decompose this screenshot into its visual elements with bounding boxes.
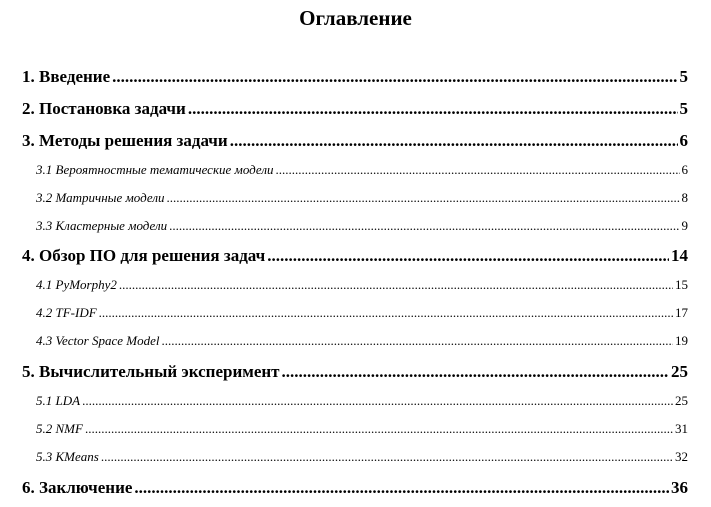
toc-entry-page: 5 — [679, 99, 688, 118]
toc-entry-problem-statement[interactable] — [22, 99, 688, 119]
toc-entry-page: 25 — [675, 393, 688, 408]
dot-leader — [188, 99, 678, 119]
toc-entry-computational-experiment[interactable] — [22, 362, 688, 382]
toc-entry-label: 3. Методы решения задачи — [22, 131, 228, 150]
dot-leader — [85, 421, 673, 437]
dot-leader — [267, 246, 669, 266]
toc-entry-label: 3.1 Вероятностные тематические модели — [36, 162, 274, 177]
toc-entry-matrix-models[interactable] — [36, 190, 688, 206]
toc-entry-page: 9 — [681, 218, 688, 233]
toc-entry-lda[interactable] — [36, 393, 688, 409]
toc-entry-label: 6. Заключение — [22, 478, 133, 497]
toc-entry-label: 5.2 NMF — [36, 421, 83, 436]
toc-entry-kmeans[interactable] — [36, 449, 688, 465]
dot-leader — [112, 67, 677, 87]
toc-entry-label: 2. Постановка задачи — [22, 99, 186, 118]
toc-entry-introduction[interactable] — [22, 67, 688, 87]
dot-leader — [282, 362, 669, 382]
dot-leader — [169, 218, 679, 234]
toc-entry-page: 5 — [679, 67, 688, 86]
toc-entry-page: 32 — [675, 449, 688, 464]
toc-entry-label: 4.3 Vector Space Model — [36, 333, 160, 348]
toc-entry-nmf[interactable] — [36, 421, 688, 437]
toc-entry-software-review[interactable] — [22, 246, 688, 266]
dot-leader — [230, 131, 678, 151]
dot-leader — [82, 393, 673, 409]
toc-entry-label: 5.3 KMeans — [36, 449, 99, 464]
dot-leader — [134, 478, 669, 498]
dot-leader — [166, 190, 679, 206]
toc-entry-methods[interactable] — [22, 131, 688, 151]
toc-entry-page: 14 — [671, 246, 688, 265]
toc-entry-label: 4. Обзор ПО для решения задач — [22, 246, 266, 265]
toc-entry-page: 6 — [679, 131, 688, 150]
toc-entry-page: 6 — [681, 162, 688, 177]
toc-entry-page: 8 — [681, 190, 688, 205]
dot-leader — [161, 333, 673, 349]
page-title: Оглавление — [299, 6, 412, 30]
toc-entry-label: 1. Введение — [22, 67, 111, 86]
toc-entry-page: 15 — [675, 277, 688, 292]
toc-entry-conclusion[interactable] — [22, 478, 688, 498]
toc-entry-page: 31 — [675, 421, 688, 436]
toc-entry-page: 19 — [675, 333, 688, 348]
toc-entry-tf-idf[interactable] — [36, 305, 688, 321]
toc-entry-label: 5. Вычислительный эксперимент — [22, 362, 280, 381]
toc-entry-page: 25 — [671, 362, 688, 381]
toc-entry-page: 17 — [675, 305, 688, 320]
toc-entry-vector-space-model[interactable] — [36, 333, 688, 349]
toc-entry-label: 3.3 Кластерные модели — [36, 218, 168, 233]
dot-leader — [101, 449, 673, 465]
toc-entry-pymorphy2[interactable] — [36, 277, 688, 293]
dot-leader — [99, 305, 673, 321]
toc-entry-label: 5.1 LDA — [36, 393, 81, 408]
toc-entry-label: 4.1 PyMorphy2 — [36, 277, 117, 292]
toc-entry-page: 36 — [671, 478, 688, 497]
toc-entry-label: 4.2 TF-IDF — [36, 305, 97, 320]
toc-entry-label: 3.2 Матричные модели — [36, 190, 165, 205]
dot-leader — [119, 277, 673, 293]
toc-entry-cluster-models[interactable] — [36, 218, 688, 234]
dot-leader — [276, 162, 680, 178]
toc-entry-probabilistic-models[interactable] — [36, 162, 688, 178]
